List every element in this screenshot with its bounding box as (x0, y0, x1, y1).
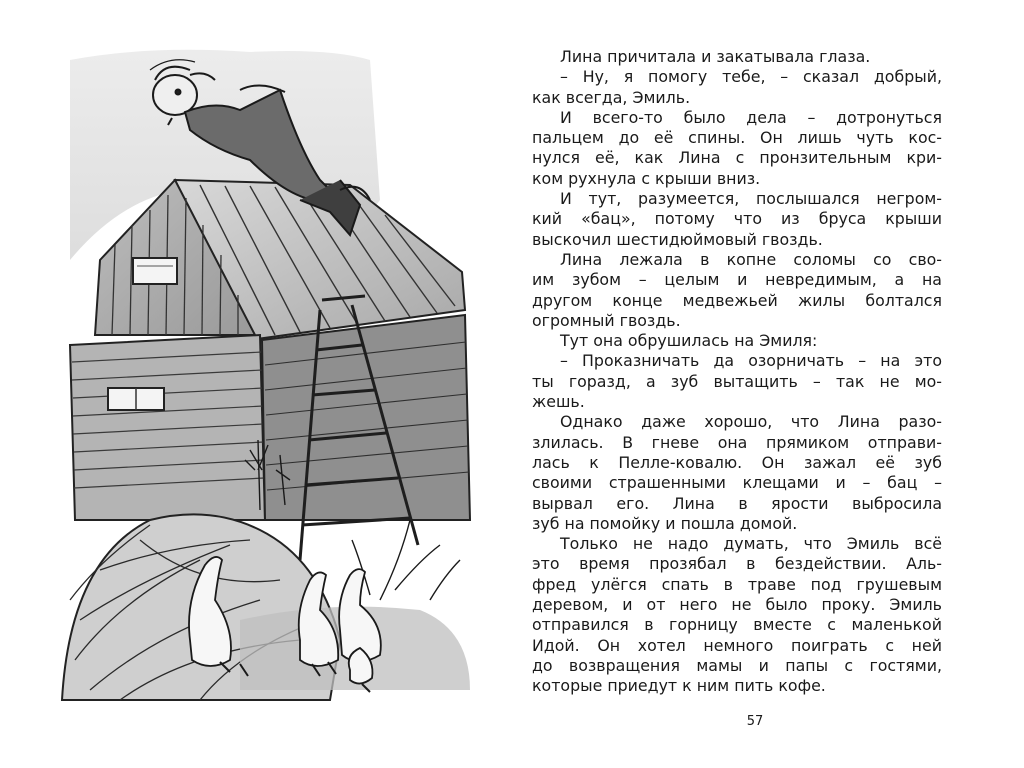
text-line: другом конце медвежьей жилы болтался (532, 290, 942, 310)
text-line: нулся её, как Лина с пронзительным кри- (532, 148, 942, 168)
text-line: Тут она обрушилась на Эмиля: (560, 331, 818, 351)
barn-wall (70, 335, 265, 520)
text-line: своими страшенными клещами и – бац – (532, 473, 942, 493)
text-line: им зубом – целым и невредимым, а на (532, 270, 942, 290)
text-line: И всего-то было дела – дотронуться (560, 107, 942, 127)
text-line: жешь. (532, 392, 585, 412)
text-line: деревом, и от него не было проку. Эмиль (532, 595, 942, 615)
text-line: – Проказничать да озорничать – на это (560, 351, 942, 371)
text-line: зуб на помойку и пошла домой. (532, 513, 798, 533)
text-line: как всегда, Эмиль. (532, 87, 691, 107)
text-line: Однако даже хорошо, что Лина разо- (560, 412, 942, 432)
barn-side-wall (262, 315, 470, 520)
text-line: вырвал его. Лина в ярости выбросила (532, 493, 942, 513)
text-line: пальцем до её спины. Он лишь чуть кос- (532, 128, 942, 148)
text-line: кий «бац», потому что из бруса крыши (532, 209, 942, 229)
text-line: до возвращения мамы и папы с гостями, (532, 655, 942, 675)
text-line: Только не надо думать, что Эмиль всё (560, 534, 942, 554)
text-line: лась к Пелле-ковалю. Он зажал её зуб (532, 452, 942, 472)
text-line: это время прозябал в бездействии. Аль- (532, 554, 942, 574)
text-line: Лина причитала и закатывала глаза. (560, 47, 871, 66)
text-line: И тут, разумеется, послышался негром- (560, 189, 942, 209)
text-line: фред улёгся спать в траве под грушевым (532, 574, 942, 594)
gable-window (133, 258, 177, 284)
text-line: Идой. Он хотел немного поиграть с ней (532, 635, 942, 655)
text-line: ком рухнула с крыши вниз. (532, 168, 761, 188)
page-number: 57 (746, 714, 764, 729)
text-line: отправился в горницу вместе с маленькой (532, 615, 942, 635)
text-line: которые приедут к ним пить кофе. (532, 676, 826, 696)
text-line: злилась. В гневе она прямиком отправи- (532, 432, 942, 452)
text-line: огромный гвоздь. (532, 310, 681, 330)
text-line: выскочил шестидюймовый гвоздь. (532, 229, 823, 249)
text-line: – Ну, я помогу тебе, – сказал добрый, (560, 67, 942, 87)
text-line: ты горазд, а зуб вытащить – так не мо- (532, 371, 942, 391)
text-line: Лина лежала в копне соломы со сво- (560, 249, 942, 269)
page-text (532, 47, 942, 697)
